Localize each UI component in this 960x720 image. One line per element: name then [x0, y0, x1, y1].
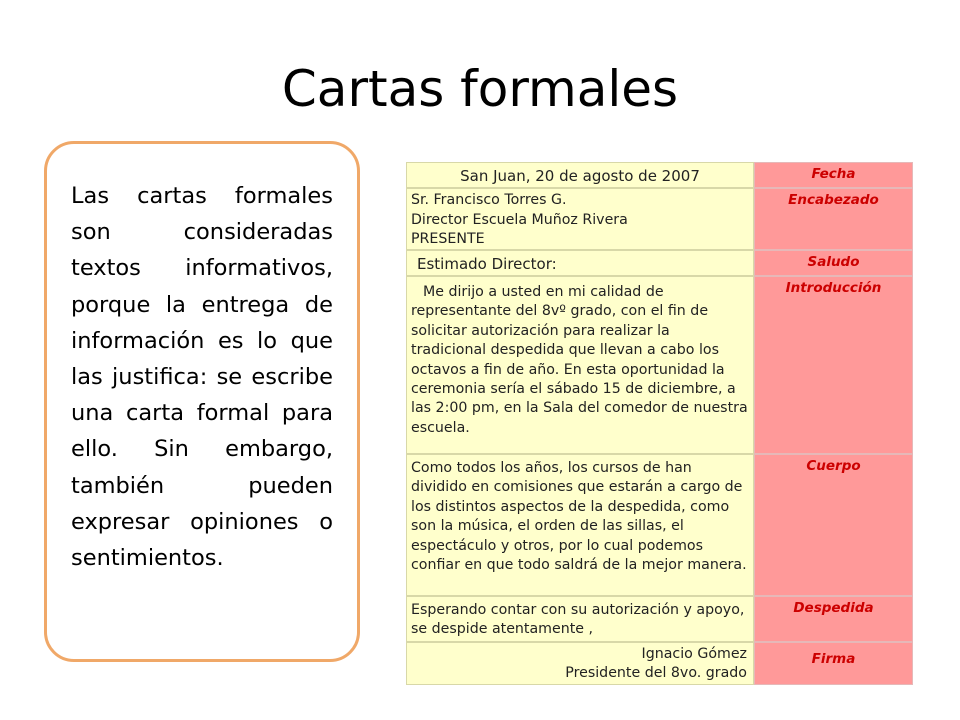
letter-label-encabezado: Encabezado: [754, 188, 913, 250]
letter-closing-text: Esperando contar con su autorización y apoyo, se despide atentamente ,: [406, 596, 754, 642]
letter-row-cuerpo: [406, 454, 913, 596]
letter-body-text: Como todos los años, los cursos de han dividido en comisiones que estarán a cargo de los distintos aspectos de la despedida, como son la música, el orden de las sillas, el espectáculo y otros, por lo cual podemos confiar en que todo saldrá de la mejor manera.: [406, 454, 754, 596]
description-text: Las cartas formales son consideradas textos informativos, porque la entrega de información es lo que las justifica: se escribe una carta formal para ello. Sin embargo, también pueden expresar opiniones o sentimientos.: [71, 183, 333, 572]
letter-date-text: San Juan, 20 de agosto de 2007: [406, 162, 754, 188]
letter-label-cuerpo: Cuerpo: [754, 454, 913, 596]
letter-row-fecha: [406, 162, 913, 188]
letter-row-firma: [406, 642, 913, 685]
letter-signature-text: Ignacio Gómez Presidente del 8vo. grado: [406, 642, 754, 685]
letter-label-despedida: Despedida: [754, 596, 913, 642]
letter-greeting-text: Estimado Director:: [406, 250, 754, 276]
letter-heading-text: Sr. Francisco Torres G. Director Escuela Muñoz Rivera PRESENTE: [406, 188, 754, 250]
letter-label-saludo: Saludo: [754, 250, 913, 276]
letter-row-saludo: [406, 250, 913, 276]
slide-title: Cartas formales: [281, 60, 679, 118]
letter-row-encabezado: [406, 188, 913, 250]
letter-label-introduccion: Introducción: [754, 276, 913, 454]
description-box: [44, 141, 360, 662]
letter-label-firma: Firma: [754, 642, 913, 685]
formal-letter-table: [406, 162, 913, 685]
letter-row-introduccion: [406, 276, 913, 454]
letter-label-fecha: Fecha: [754, 162, 913, 188]
letter-intro-text: Me dirijo a usted en mi calidad de representante del 8vº grado, con el fin de solicitar autorización para realizar la tradicional despedida que llevan a cabo los octavos a fin de año. En esta oportunidad la ceremonia sería el sábado 15 de diciembre, a las 2:00 pm, en la Sala del comedor de nuestra escuela.: [406, 276, 754, 454]
letter-row-despedida: [406, 596, 913, 642]
